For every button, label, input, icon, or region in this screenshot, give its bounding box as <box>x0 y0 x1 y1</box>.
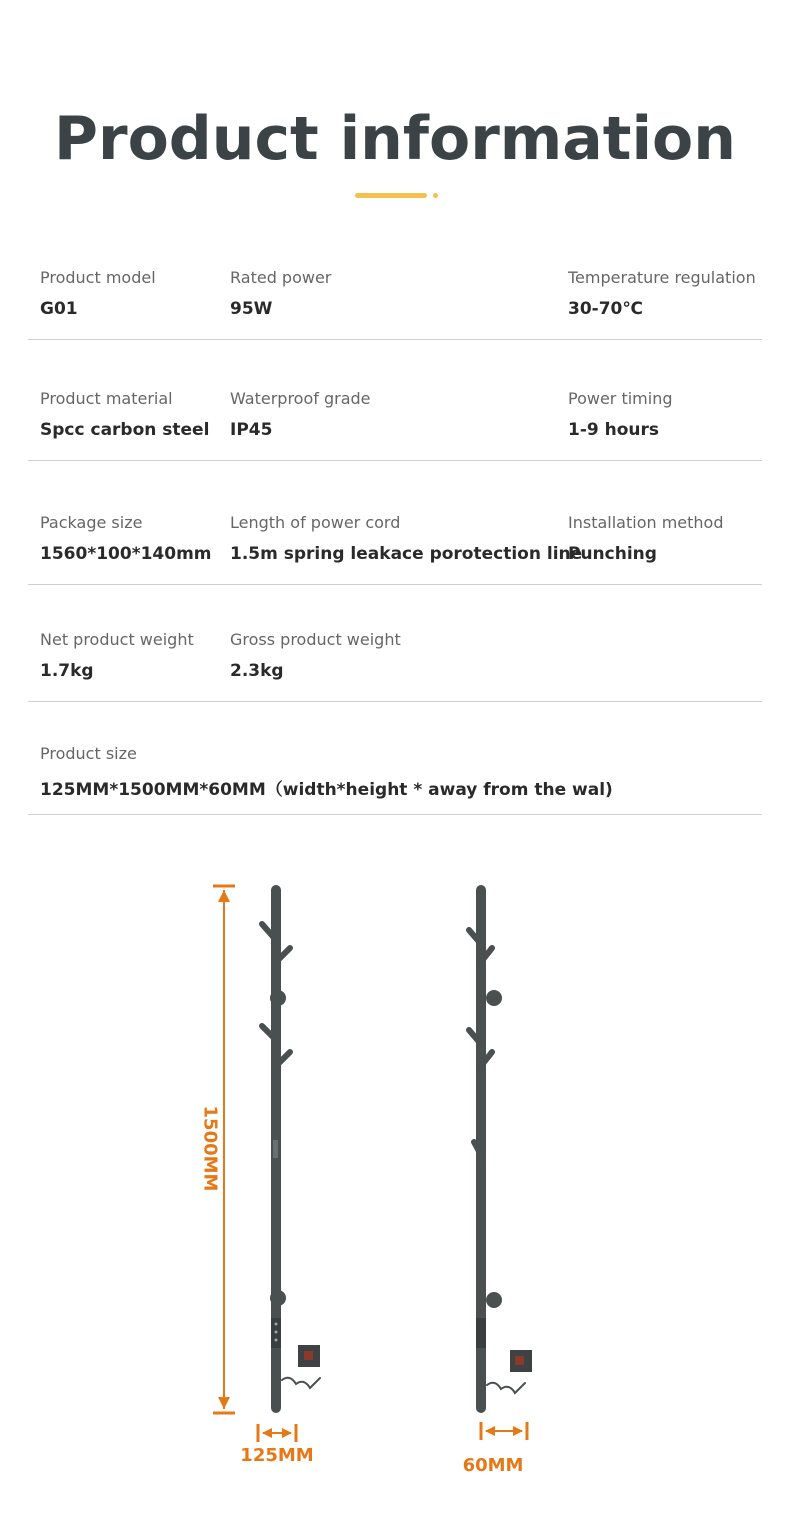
front-width-label: 125MM <box>240 1445 314 1466</box>
spec-label: Waterproof grade <box>230 389 371 408</box>
spec-installation-method <box>568 513 724 564</box>
towel-rack-side-illustration <box>469 890 532 1408</box>
spec-value: 125MM*1500MM*60MM（width*height * away from the wal) <box>40 780 613 800</box>
spec-label: Gross product weight <box>230 630 401 649</box>
spec-net-weight <box>40 630 194 681</box>
spec-gross-weight <box>230 630 401 681</box>
spec-row-5 <box>28 744 762 815</box>
height-dimension-label: 1500MM <box>199 1105 221 1192</box>
spec-product-model <box>40 268 156 319</box>
title-accent-dot <box>433 193 438 198</box>
spec-label: Rated power <box>230 268 332 287</box>
spec-power-timing <box>568 389 673 440</box>
spec-label: Product material <box>40 389 173 408</box>
towel-rack-front-illustration <box>262 890 320 1408</box>
spec-row-3 <box>28 513 762 585</box>
title-accent-line <box>355 193 427 198</box>
spec-row-4 <box>28 630 762 702</box>
spec-value: Spcc carbon steel <box>40 420 210 440</box>
spec-value: 30-70℃ <box>568 299 643 319</box>
spec-label: Product model <box>40 268 156 287</box>
spec-label: Length of power cord <box>230 513 401 532</box>
spec-value: G01 <box>40 299 78 319</box>
spec-waterproof-grade <box>230 389 371 440</box>
spec-label: Temperature regulation <box>568 268 756 287</box>
spec-label: Net product weight <box>40 630 194 649</box>
spec-package-size <box>40 513 212 564</box>
spec-label: Product size <box>40 744 137 763</box>
spec-power-cord-length <box>230 513 582 564</box>
spec-row-2 <box>28 389 762 461</box>
spec-value: 1.5m spring leakace porotection line <box>230 544 583 564</box>
spec-row-1 <box>28 268 762 340</box>
spec-label: Installation method <box>568 513 724 532</box>
double-arrow-icon <box>258 1424 296 1442</box>
side-depth-label: 60MM <box>462 1455 524 1476</box>
page-title: Product information <box>54 104 736 174</box>
double-arrow-icon <box>481 1422 527 1440</box>
spec-value: 1560*100*140mm <box>40 544 212 564</box>
spec-rated-power <box>230 268 331 319</box>
spec-label: Power timing <box>568 389 673 408</box>
product-dimension-illustration <box>0 840 790 1540</box>
spec-value: 95W <box>230 299 273 319</box>
spec-value: IP45 <box>230 420 273 440</box>
spec-temperature-regulation <box>568 268 756 319</box>
spec-product-size <box>40 744 613 800</box>
spec-product-material <box>40 389 209 440</box>
spec-value: Punching <box>568 544 657 564</box>
spec-value: 1.7kg <box>40 661 94 681</box>
spec-value: 2.3kg <box>230 661 284 681</box>
spec-label: Package size <box>40 513 143 532</box>
spec-value: 1-9 hours <box>568 420 660 440</box>
